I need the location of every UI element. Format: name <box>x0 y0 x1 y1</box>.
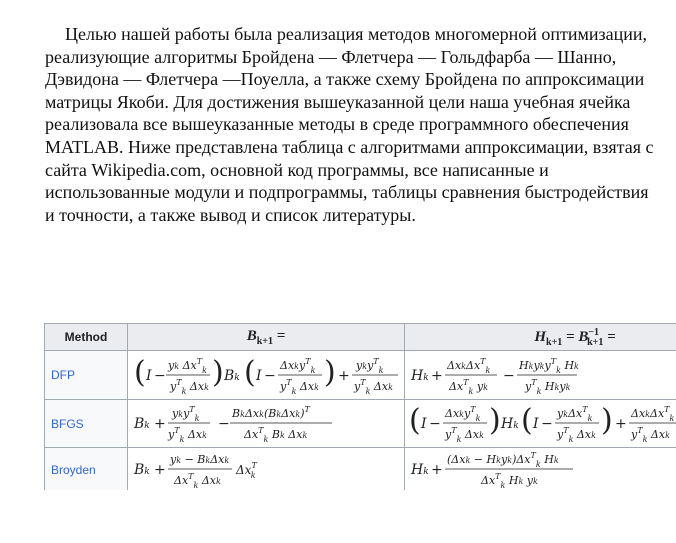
table-row-bfgs <box>45 400 676 448</box>
methods-table <box>44 323 676 490</box>
svg-text:−: − <box>264 368 276 384</box>
svg-text:+: + <box>615 416 627 432</box>
svg-text:yTk Δxk: $y^T_k$ Δxk <box>354 378 393 396</box>
svg-text:Hk: Hk <box>501 416 519 432</box>
svg-text:I: I <box>146 368 152 384</box>
svg-text:−: − <box>218 416 230 432</box>
svg-text:HkykyTk Hk: Hkyky$^T_k$ Hk <box>519 357 579 375</box>
svg-text:+: + <box>431 462 443 478</box>
svg-text:+: + <box>338 368 350 384</box>
method-column-header: Method <box>45 324 128 351</box>
svg-text:ΔxkyTk: Δxky$^T_k$ <box>445 405 481 423</box>
table-header-row <box>45 324 676 351</box>
bfgs-b-formula <box>128 400 405 448</box>
svg-text:): ) <box>489 403 501 438</box>
svg-text:Bk: Bk <box>134 416 150 432</box>
svg-text:ΔxTk Hk yk: $\Delta x^T_k$ Hk yk <box>481 472 538 490</box>
svg-text:I: I <box>533 416 539 432</box>
svg-text:): ) <box>212 355 224 390</box>
svg-text:−: − <box>503 368 515 384</box>
bfgs-h-formula <box>405 400 676 448</box>
svg-text:yTk Δxk: $y^T_k$ Δxk <box>557 426 596 444</box>
svg-text:−: − <box>429 416 441 432</box>
svg-text:ΔxTk Δxk: $\Delta x^T_k$ Δxk <box>174 472 221 490</box>
svg-text:yTk Hkyk: $y^T_k$ Hkyk <box>525 378 571 396</box>
svg-text:+: + <box>431 368 443 384</box>
methods-table-container <box>44 323 676 490</box>
table-row-broyden <box>45 448 676 491</box>
svg-text:I: I <box>256 368 262 384</box>
method-link-bfgs[interactable]: BFGS <box>45 400 128 448</box>
svg-text:ΔxkΔxTk: ΔxkΔx$^T_k$ <box>631 405 675 423</box>
svg-text:ΔxkyTk: Δxky$^T_k$ <box>280 357 316 375</box>
svg-text:+: + <box>154 462 166 478</box>
svg-text:yk ΔxTk: yk $\Delta x^T_k$ <box>168 357 207 375</box>
paragraph-line: использованные модули и подпрограммы, таблицы сравнения быстродействия <box>45 182 649 203</box>
svg-text:(: ( <box>521 403 533 438</box>
paragraph-line: матрицы Якоби. Для достижения вышеуказанной цели наша учебная ячейка <box>45 91 631 112</box>
svg-text:yTk Δxk: $y^T_k$ Δxk <box>168 426 207 444</box>
svg-text:yTk Δxk: $y^T_k$ Δxk <box>445 426 484 444</box>
svg-text:Bk: Bk <box>224 368 240 384</box>
svg-text:ΔxkΔxTk: ΔxkΔx$^T_k$ <box>447 357 491 375</box>
svg-text:+: + <box>154 416 166 432</box>
method-link-broyden[interactable]: Broyden <box>45 448 128 491</box>
svg-text:yTk Δxk: $y^T_k$ Δxk <box>170 378 209 396</box>
svg-text:(: ( <box>409 403 421 438</box>
svg-text:Hk: Hk <box>411 462 429 478</box>
dfp-h-formula <box>405 351 676 400</box>
svg-text:ykyTk: yky$^T_k$ <box>356 357 384 375</box>
paragraph-line: реализующие алгоритмы Бройдена — Флетчера — Гольдфарба — Шанно, <box>45 46 617 67</box>
svg-text:ΔxTk: $\Delta x^T$ k <box>236 461 257 480</box>
h-header-formula: $H_{k+1} = B^{-1}_{k+1}$ = <box>534 326 616 348</box>
svg-text:yTk Δxk: $y^T_k$ Δxk <box>631 426 670 444</box>
svg-text:Bk: Bk <box>134 462 150 478</box>
svg-text:(Δxk − Hkyk)ΔxTk Hk: $(\Delta xk - Hkyk)\Delta x^T_k$ Hk <box>447 451 559 469</box>
h-column-header <box>405 324 676 351</box>
svg-text:ΔxTk Bk Δxk: $\Delta x^T_k$ Bk Δxk <box>244 426 308 444</box>
paragraph-line: MATLAB. Ниже представлена таблица с алгоритмами аппроксимации, взятая с <box>45 136 654 157</box>
b-column-header <box>128 324 405 351</box>
broyden-h-formula <box>405 448 676 491</box>
svg-text:): ) <box>324 355 336 390</box>
paragraph-line: реализовала все вышеуказанные методы в среде программного обеспечения <box>45 114 629 135</box>
svg-text:ykΔxTk: ykΔx$^T_k$ <box>557 405 593 423</box>
paragraph-line: сайта Wikipedia.com, основной код программы, все написанные и <box>45 159 549 180</box>
svg-text:): ) <box>601 403 613 438</box>
svg-text:BkΔxk(BkΔxk)T: $Bk\Delta xk(Bk\Delta xk)^T$ <box>232 405 310 420</box>
svg-text:−: − <box>541 416 553 432</box>
svg-text:yk − BkΔxk: yk − BkΔxk <box>170 453 230 466</box>
paragraph-line: Дэвидона — Флетчера —Поуелла, а также схему Бройдена по аппроксимации <box>45 69 645 90</box>
svg-text:(: ( <box>244 355 256 390</box>
svg-text:ykyTk: yky$^T_k$ <box>172 405 200 423</box>
svg-text:ΔxTk yk: $\Delta x^T_k$ yk <box>449 378 488 396</box>
intro-paragraph <box>45 23 676 226</box>
svg-text:Hk: Hk <box>411 368 429 384</box>
method-link-dfp[interactable]: DFP <box>45 351 128 400</box>
svg-text:(: ( <box>134 355 146 390</box>
svg-text:I: I <box>421 416 427 432</box>
svg-text:yTk Δxk: $y^T_k$ Δxk <box>280 378 319 396</box>
table-row-dfp <box>45 351 676 400</box>
b-header-formula: $B_{k+1}$ = <box>246 328 286 347</box>
paragraph-line: Целью нашей работы была реализация методов многомерной оптимизации, <box>65 24 648 44</box>
broyden-b-formula <box>128 448 405 491</box>
dfp-b-formula <box>128 351 405 400</box>
svg-text:−: − <box>154 368 166 384</box>
paragraph-line: и точности, а также вывод и список литературы. <box>45 204 416 225</box>
